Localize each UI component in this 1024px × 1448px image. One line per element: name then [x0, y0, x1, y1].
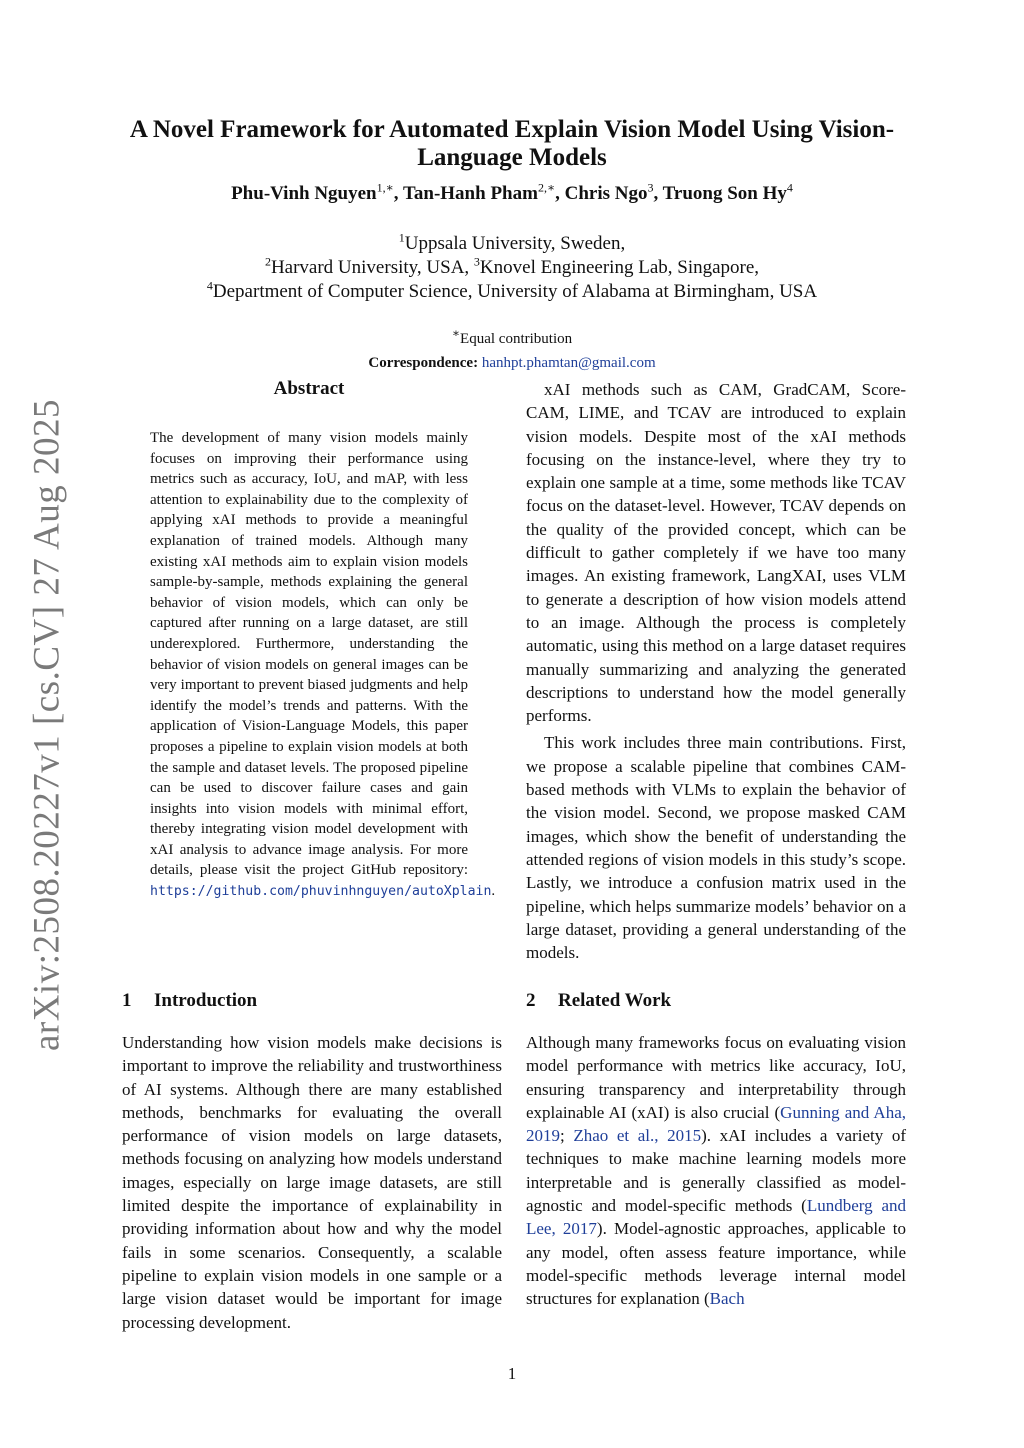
author-affil-mark: 2,∗ — [537, 180, 556, 195]
affiliation-mark: 4 — [206, 278, 213, 293]
arxiv-identifier-text: arXiv:2508.20227v1 [cs.CV] 27 Aug 2025 — [26, 398, 68, 1052]
text-run: ; — [560, 1126, 574, 1146]
author-separator: , — [555, 183, 565, 204]
right-column-intro-continuation — [526, 378, 906, 964]
affiliation-mark: 3 — [473, 254, 480, 269]
paper-title: A Novel Framework for Automated Explain Vision Model Using Vision-Language Models — [129, 116, 895, 171]
author-name: Truong Son Hy — [662, 183, 787, 204]
author-affil-mark: 3 — [647, 180, 654, 195]
citation-link[interactable]: Bach — [709, 1289, 745, 1309]
citation-link[interactable]: Gunning and Aha, 2019 — [526, 1102, 906, 1146]
citation-link[interactable]: Zhao et al., 2015 — [573, 1126, 702, 1146]
author-separator: , — [653, 183, 663, 204]
affiliation-line — [120, 256, 904, 280]
affiliations — [120, 232, 904, 304]
arxiv-identifier — [22, 398, 72, 1052]
author-name: Phu-Vinh Nguyen — [231, 183, 377, 204]
author-affil-mark: 1,∗ — [376, 180, 394, 195]
equal-contribution-note — [120, 326, 904, 348]
paragraph: Understanding how vision models make decisions is important to improve the reliability and trustworthiness of AI systems. Although there are many established methods, benchmarks for evaluating the overall performance of vision models on large datasets, methods focusing on analyzing how models understand images, especially on large image datasets, are still limited despite the importance of explainability in providing information about how and why the model fails in some scenarios. Consequently, a scalable pipeline to explain vision models in one sample or a large vision dataset would be important for image processing development. — [122, 1033, 502, 1332]
text-run: ). Model-agnostic approaches, applicable to any model, often assess feature importance, while model-specific methods leverage internal model structures for explanation ( — [526, 1219, 906, 1309]
page-number: 1 — [507, 1364, 517, 1383]
author-name: Tan-Hanh Pham — [402, 183, 538, 204]
section-number: 2 — [526, 990, 536, 1011]
citation-link[interactable]: Lundberg and Lee, 2017 — [526, 1196, 906, 1239]
section-heading-related-work — [526, 990, 671, 1012]
equal-contribution-text: Equal contribution — [460, 331, 573, 347]
affiliation-mark: 2 — [264, 254, 271, 269]
abstract-end: . — [491, 883, 496, 900]
paragraph: This work includes three main contributions. First, we propose a scalable pipeline that combines CAM-based methods with VLMs to explain the behavior of the vision model. Second, we propose masked CAM images, which show the benefit of understanding the attended regions of vision models in this study’s scope. Lastly, we introduce a confusion matrix used in the pipeline, which helps summarize models’ behavior on a large dataset, providing a general understanding of the models. — [526, 733, 906, 963]
related-work-body — [526, 1031, 906, 1311]
paragraph: xAI methods such as CAM, GradCAM, Score-CAM, LIME, and TCAV are introduced to explain vision models. Despite most of the xAI methods focusing on the instance-level, where they try to explain one sample at a time, some methods like TCAV focus on the dataset-level. However, TCAV depends on the quality of the provided concept, which can be difficult to gather completely if we have too many images. An existing framework, LangXAI, uses VLM to generate a description of how vision models attend to an image. Although the process is completely automatic, using this method on a large dataset requires manually summarizing and analyzing the generated descriptions to understand how the model generally performs. — [526, 380, 906, 726]
affiliation-line — [120, 232, 904, 256]
correspondence-line — [120, 355, 904, 372]
affiliation-text: Department of Computer Science, University of Alabama at Birmingham, USA — [212, 281, 818, 302]
author — [402, 180, 565, 204]
section-heading-introduction — [122, 990, 257, 1012]
abstract-body — [150, 428, 496, 903]
affiliation-line — [120, 280, 904, 304]
section-title: Introduction — [154, 990, 258, 1011]
affiliation-text: Harvard University, USA, — [270, 257, 474, 278]
equal-contribution-mark: ∗ — [451, 326, 461, 340]
author — [564, 180, 663, 204]
correspondence-label: Correspondence: — [368, 355, 479, 371]
text-run: Although many frameworks focus on evaluating vision model performance with metrics like accuracy, IoU, ensuring transparency and interpretability through explainable AI (xAI) is also crucial ( — [526, 1033, 906, 1122]
affiliation-text: Uppsala University, Sweden, — [404, 233, 626, 254]
author-list — [120, 182, 904, 206]
abstract-text: The development of many vision models mainly focuses on improving their performance using metrics such as accuracy, IoU, and mAP, with less attention to explainability due to the complexity of applying xAI methods to provide a meaningful explanation of trained models. Although many existing xAI methods aim to explain vision models sample-by-sample, methods explaining the general behavior of vision models, which can only be captured after running on a large dataset, are still underexplored. Furthermore, understanding the behavior of vision models on general images can be very important to prevent biased judgments and help identify the model’s trends and patterns. With the application of Vision-Language Models, this paper proposes a pipeline to explain vision models at both the sample and dataset levels. The proposed pipeline can be used to discover failure cases and gain insights into vision models with minimal effort, thereby integrating vision model development with xAI analysis to advance image analysis. For more details, please visit the project GitHub repository: — [150, 430, 468, 879]
author-name: Chris Ngo — [564, 183, 648, 204]
author-affil-mark: 4 — [786, 180, 793, 195]
github-repository-link[interactable]: https://github.com/phuvinhnguyen/autoXplain — [150, 884, 492, 900]
section-number: 1 — [122, 990, 132, 1011]
affiliation-text: Knovel Engineering Lab, Singapore, — [479, 257, 760, 278]
introduction-body — [122, 1031, 502, 1334]
abstract-heading: Abstract — [273, 378, 345, 399]
author — [231, 180, 403, 204]
text-run: ). xAI includes a variety of techniques to make machine learning models more interpretable and is generally classified as model-agnostic and model-specific methods ( — [526, 1126, 906, 1216]
affiliation-mark: 1 — [398, 230, 405, 245]
correspondence-email-link[interactable]: hanhpt.phamtan@gmail.com — [481, 355, 656, 371]
author-separator: , — [393, 183, 403, 204]
section-title: Related Work — [558, 990, 672, 1011]
paragraph — [526, 1031, 906, 1311]
author — [662, 180, 793, 204]
